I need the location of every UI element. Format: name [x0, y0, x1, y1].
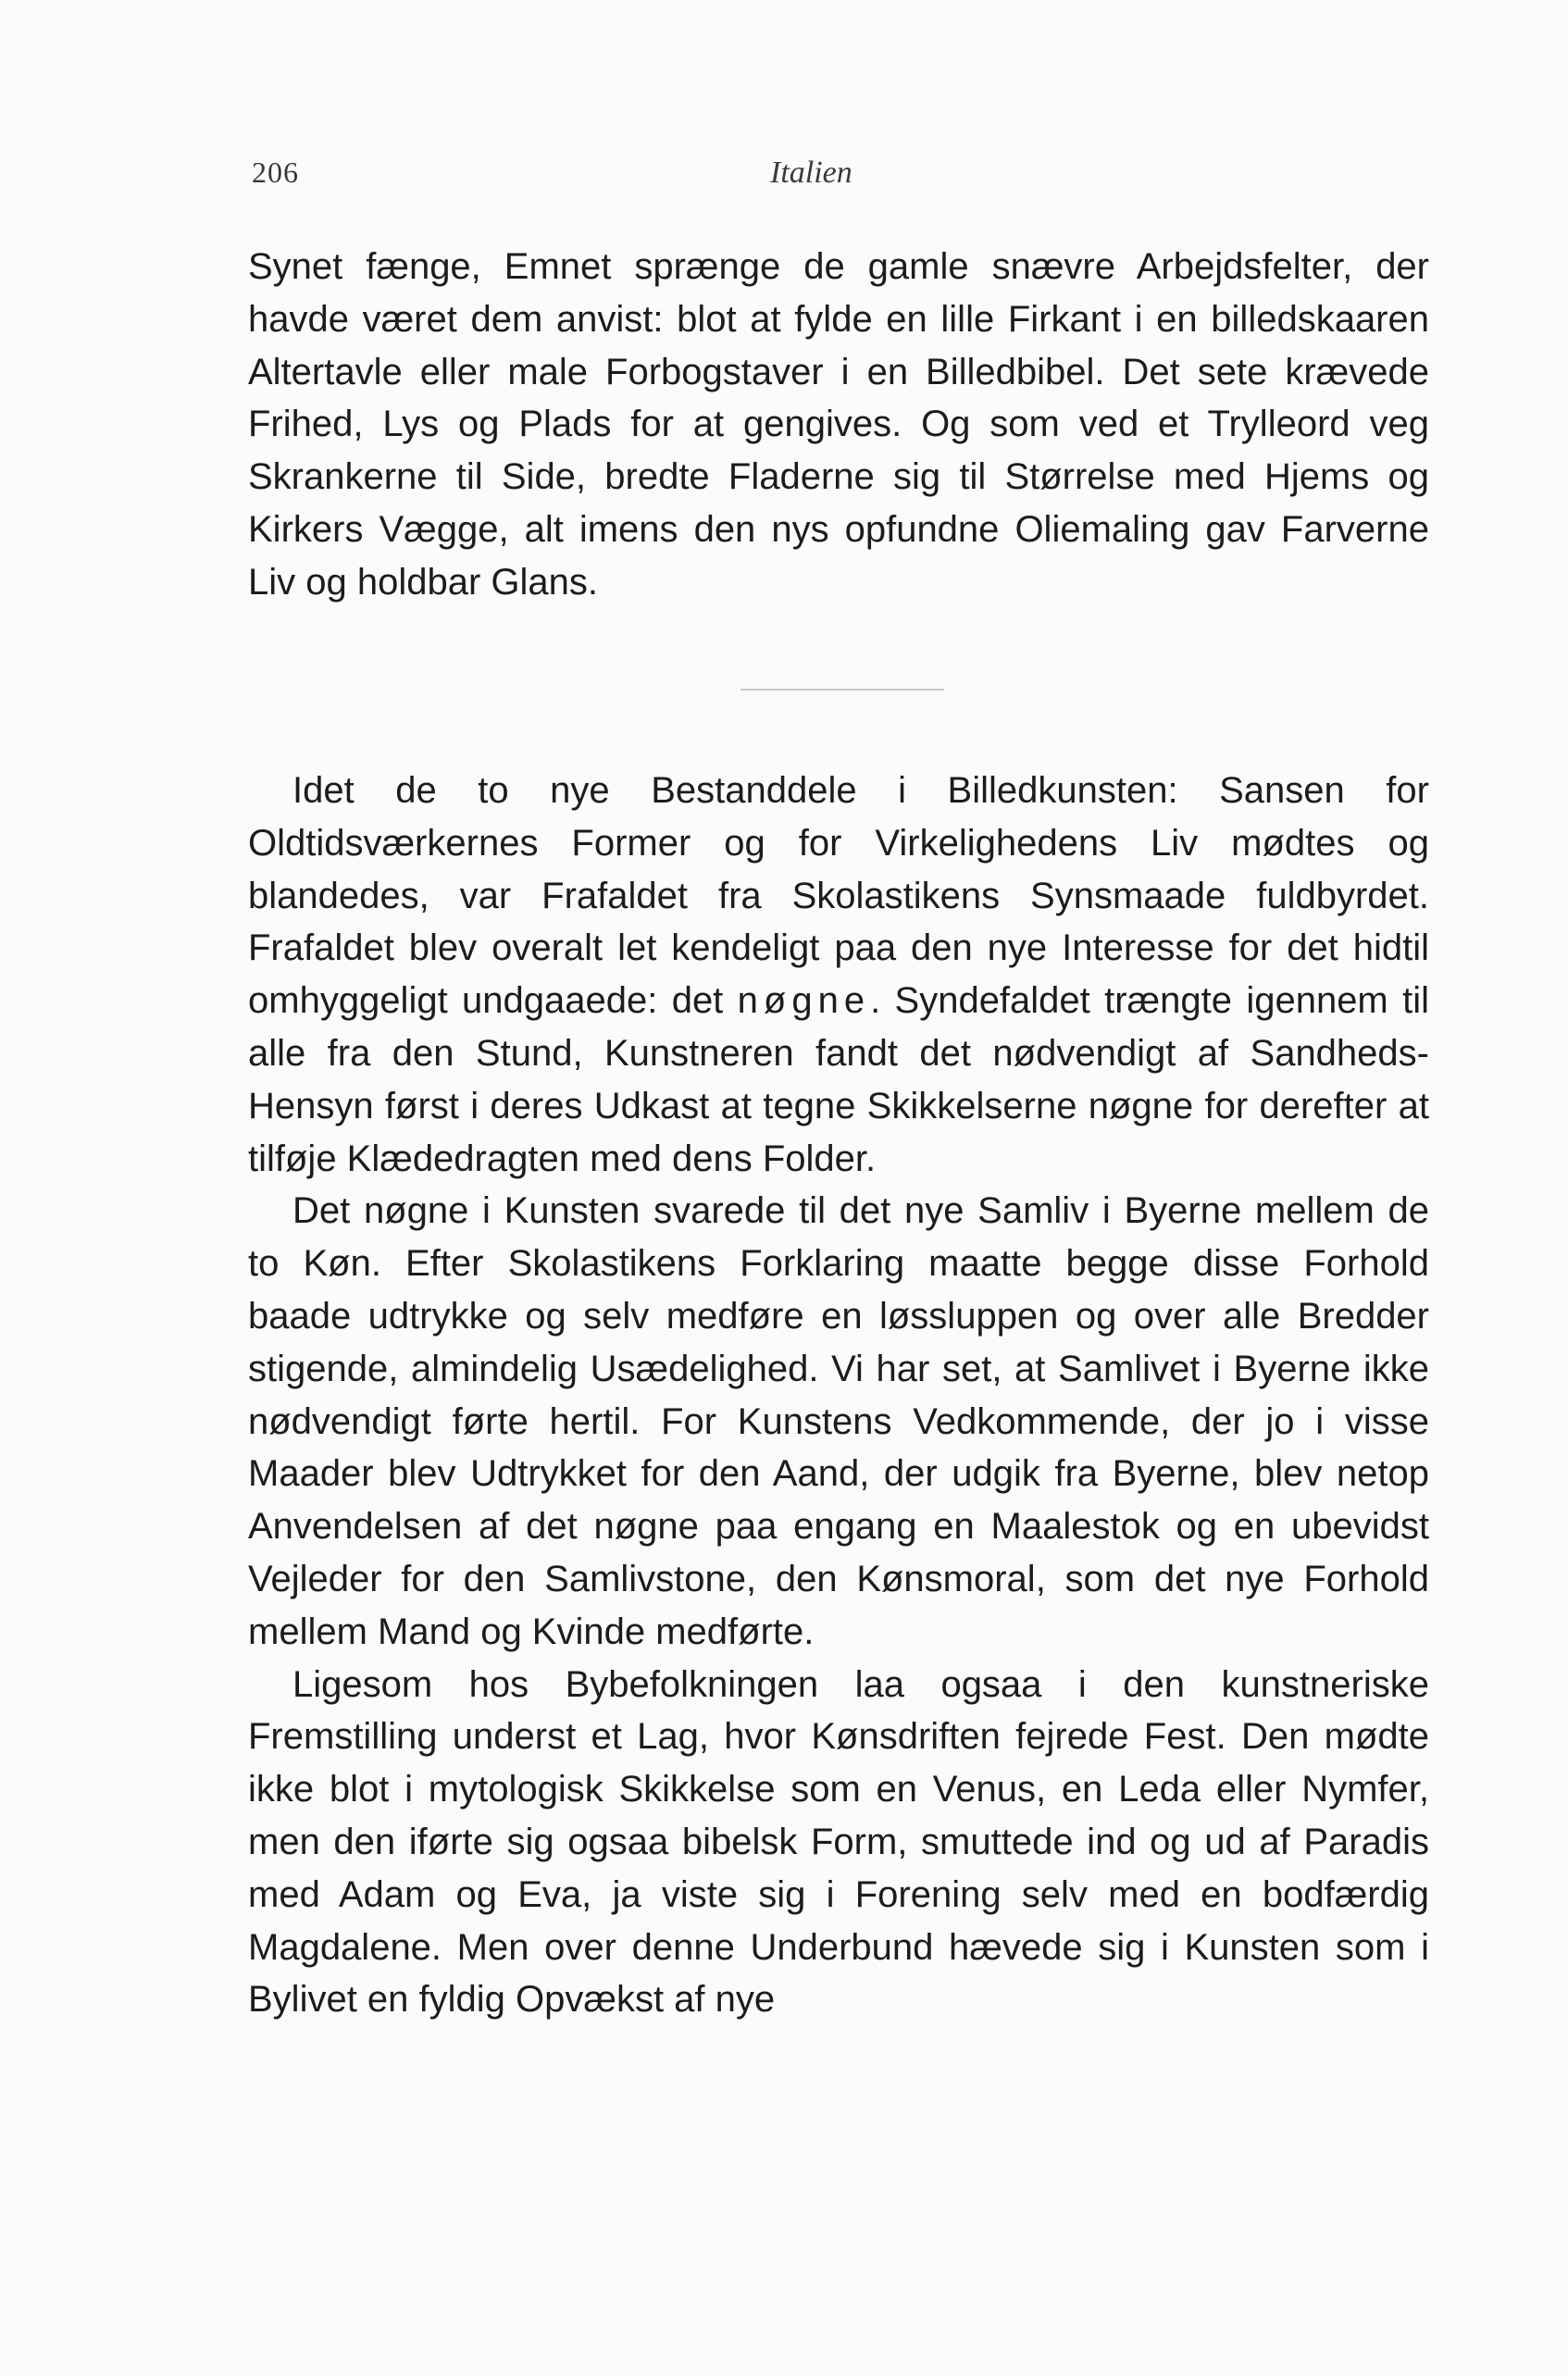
paragraph-3: Det nøgne i Kunsten svarede til det nye Samliv i Byerne mellem de to Køn. Efter Skolastikens Forklaring maatte begge disse Forhold baade udtrykke og selv medføre en løssluppen og over alle Bredder stigende, almindelig Usædelighed. Vi har set, at Samlivet i Byerne ikke nødvendigt førte hertil. For Kunstens Vedkommende, der jo i visse Maader blev Udtrykket for den Aand, der udgik fra Byerne, blev netop Anvendelsen af det nøgne paa engang en Maalestok og en ubevidst Vejleder for den Samlivstone, den Kønsmoral, som det nye Forhold mellem Mand og Kvinde medførte. [248, 1190, 1429, 1652]
text-section-2 [248, 765, 1429, 2026]
page-number: 206 [252, 155, 299, 189]
paragraph-2-start: Idet de to nye Bestanddele i Billedkunsten: Sansen for Oldtidsværkernes Former og for Virkelighedens Liv mødtes og blandedes, var Frafaldet fra Skolastikens Synsmaade fuldbyrdet. Frafaldet blev overalt let kendeligt paa den nye Interesse for det hidtil omhyggeligt undgaaede: det [248, 770, 1429, 1022]
running-title: Italien [770, 155, 852, 190]
paragraph-2-end: . Syndefaldet trængte igennem til alle fra den Stund, Kunstneren fandt det nødvendigt af Sandheds-Hensyn først i deres Udkast at tegne Skikkelserne nøgne for derefter at tilføje Klædedragten med dens Folder. [248, 980, 1429, 1179]
paragraph-4: Ligesom hos Bybefolkningen laa ogsaa i den kunstneriske Fremstilling underst et Lag, hvor Kønsdriften fejrede Fest. Den mødte ikke blot i mytologisk Skikkelse som en Venus, en Leda eller Nymfer, men den iførte sig ogsaa bibelsk Form, smuttede ind og ud af Paradis med Adam og Eva, ja viste sig i Forening selv med en bodfærdig Magdalene. Men over denne Underbund hævede sig i Kunsten som i Bylivet en fyldig Opvækst af nye [248, 1663, 1429, 2021]
emphasized-word: nøgne [737, 980, 871, 1022]
page-header [252, 155, 1427, 202]
paragraph-1: Synet fænge, Emnet sprænge de gamle snævre Arbejdsfelter, der havde været dem anvist: blot at fylde en lille Firkant i en billedskaaren Altertavle eller male Forbogstaver i en Billedbibel. Det sete krævede Frihed, Lys og Plads for at gengives. Og som ved et Trylleord veg Skrankerne til Side, bredte Fladerne sig til Størrelse med Hjems og Kirkers Vægge, alt imens den nys opfundne Oliemaling gav Farverne Liv og holdbar Glans. [248, 246, 1429, 603]
text-section-1 [248, 241, 1429, 609]
paragraph-2 [248, 765, 1429, 1185]
section-divider [740, 689, 944, 690]
